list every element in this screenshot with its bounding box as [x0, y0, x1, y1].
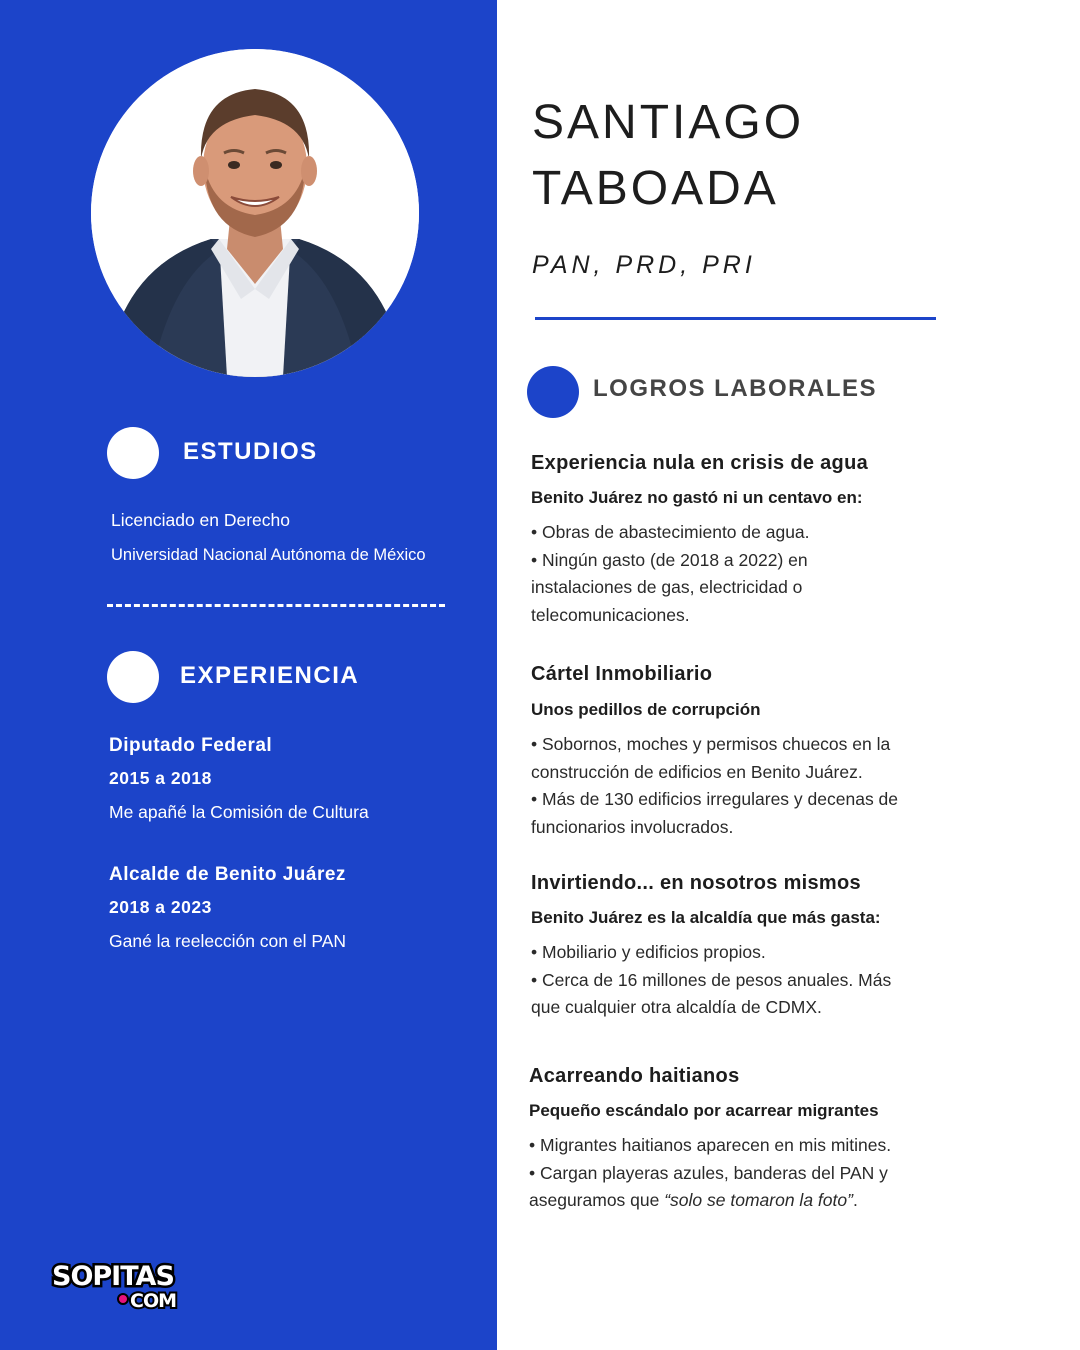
logro-line: • Obras de abastecimiento de agua.: [531, 522, 810, 542]
estudios-school: Universidad Nacional Autónoma de México: [111, 546, 426, 564]
header-rule: [535, 317, 936, 320]
logros-bullet-circle: [527, 366, 579, 418]
portrait-illustration: [91, 49, 419, 377]
estudios-bullet-circle: [107, 427, 159, 479]
logro-line-suffix: .: [852, 1190, 858, 1210]
logro-line: instalaciones de gas, electricidad o: [531, 577, 803, 597]
logro-line: • Migrantes haitianos aparecen en mis mitines.: [529, 1135, 892, 1155]
logro-subtitle: Benito Juárez es la alcaldía que más gasta:: [531, 908, 881, 927]
logro-subtitle: Unos pedillos de corrupción: [531, 700, 761, 719]
job-title: Diputado Federal: [109, 735, 273, 756]
job-period: 2018 a 2023: [109, 897, 212, 917]
job-note: Gané la reelección con el PAN: [109, 931, 347, 951]
logro-title: Acarreando haitianos: [529, 1065, 740, 1087]
sopitas-logo: [48, 1255, 193, 1313]
logro-title: Invirtiendo... en nosotros mismos: [531, 872, 861, 894]
logro-subtitle: Benito Juárez no gastó ni un centavo en:: [531, 488, 863, 507]
logro-line: • Sobornos, moches y permisos chuecos en la: [531, 734, 891, 754]
party-affiliation: PAN, PRD, PRI: [532, 251, 756, 279]
logro-body: [531, 731, 941, 841]
job-note: Me apañé la Comisión de Cultura: [109, 802, 369, 822]
logro-body: [531, 939, 941, 1022]
job-period: 2015 a 2018: [109, 768, 212, 788]
logo-pink-dot: [118, 1294, 128, 1304]
logros-heading: LOGROS LABORALES: [593, 375, 878, 402]
logro-line-prefix: aseguramos que: [529, 1190, 665, 1210]
experiencia-heading: EXPERIENCIA: [180, 662, 360, 689]
logro-line-quote: “solo se tomaron la foto”: [664, 1190, 853, 1210]
logro-line: • Mobiliario y edificios propios.: [531, 942, 766, 962]
logro-line: [529, 1187, 939, 1215]
logro-line: • Cargan playeras azules, banderas del PAN y: [529, 1162, 888, 1183]
logro-line: • Ningún gasto (de 2018 a 2022) en: [531, 549, 808, 570]
section-divider: [107, 604, 445, 607]
profile-photo: [91, 49, 419, 377]
logro-subtitle: Pequeño escándalo por acarrear migrantes: [529, 1101, 879, 1120]
logro-line: que cualquier otra alcaldía de CDMX.: [531, 997, 822, 1017]
estudios-heading: ESTUDIOS: [183, 438, 318, 465]
last-name: TABOADA: [532, 162, 779, 215]
logro-title: Experiencia nula en crisis de agua: [531, 452, 869, 474]
logro-line: telecomunicaciones.: [531, 604, 690, 625]
logo-brand: SOPITAS: [52, 1261, 174, 1292]
logro-line: funcionarios involucrados.: [531, 816, 734, 837]
logro-body: [531, 519, 941, 629]
logro-line: • Más de 130 edificios irregulares y decenas de: [531, 789, 899, 809]
estudios-degree: Licenciado en Derecho: [111, 510, 291, 530]
logro-title: Cártel Inmobiliario: [531, 663, 713, 685]
experiencia-bullet-circle: [107, 651, 159, 703]
first-name: SANTIAGO: [532, 96, 805, 149]
logro-line: construcción de edificios en Benito Juárez.: [531, 761, 863, 782]
logo-suffix: COM: [130, 1290, 177, 1312]
job-title: Alcalde de Benito Juárez: [109, 864, 346, 885]
candidate-name: [532, 90, 804, 222]
logro-body: [529, 1132, 939, 1215]
logro-line: • Cerca de 16 millones de pesos anuales. Más: [531, 969, 892, 990]
